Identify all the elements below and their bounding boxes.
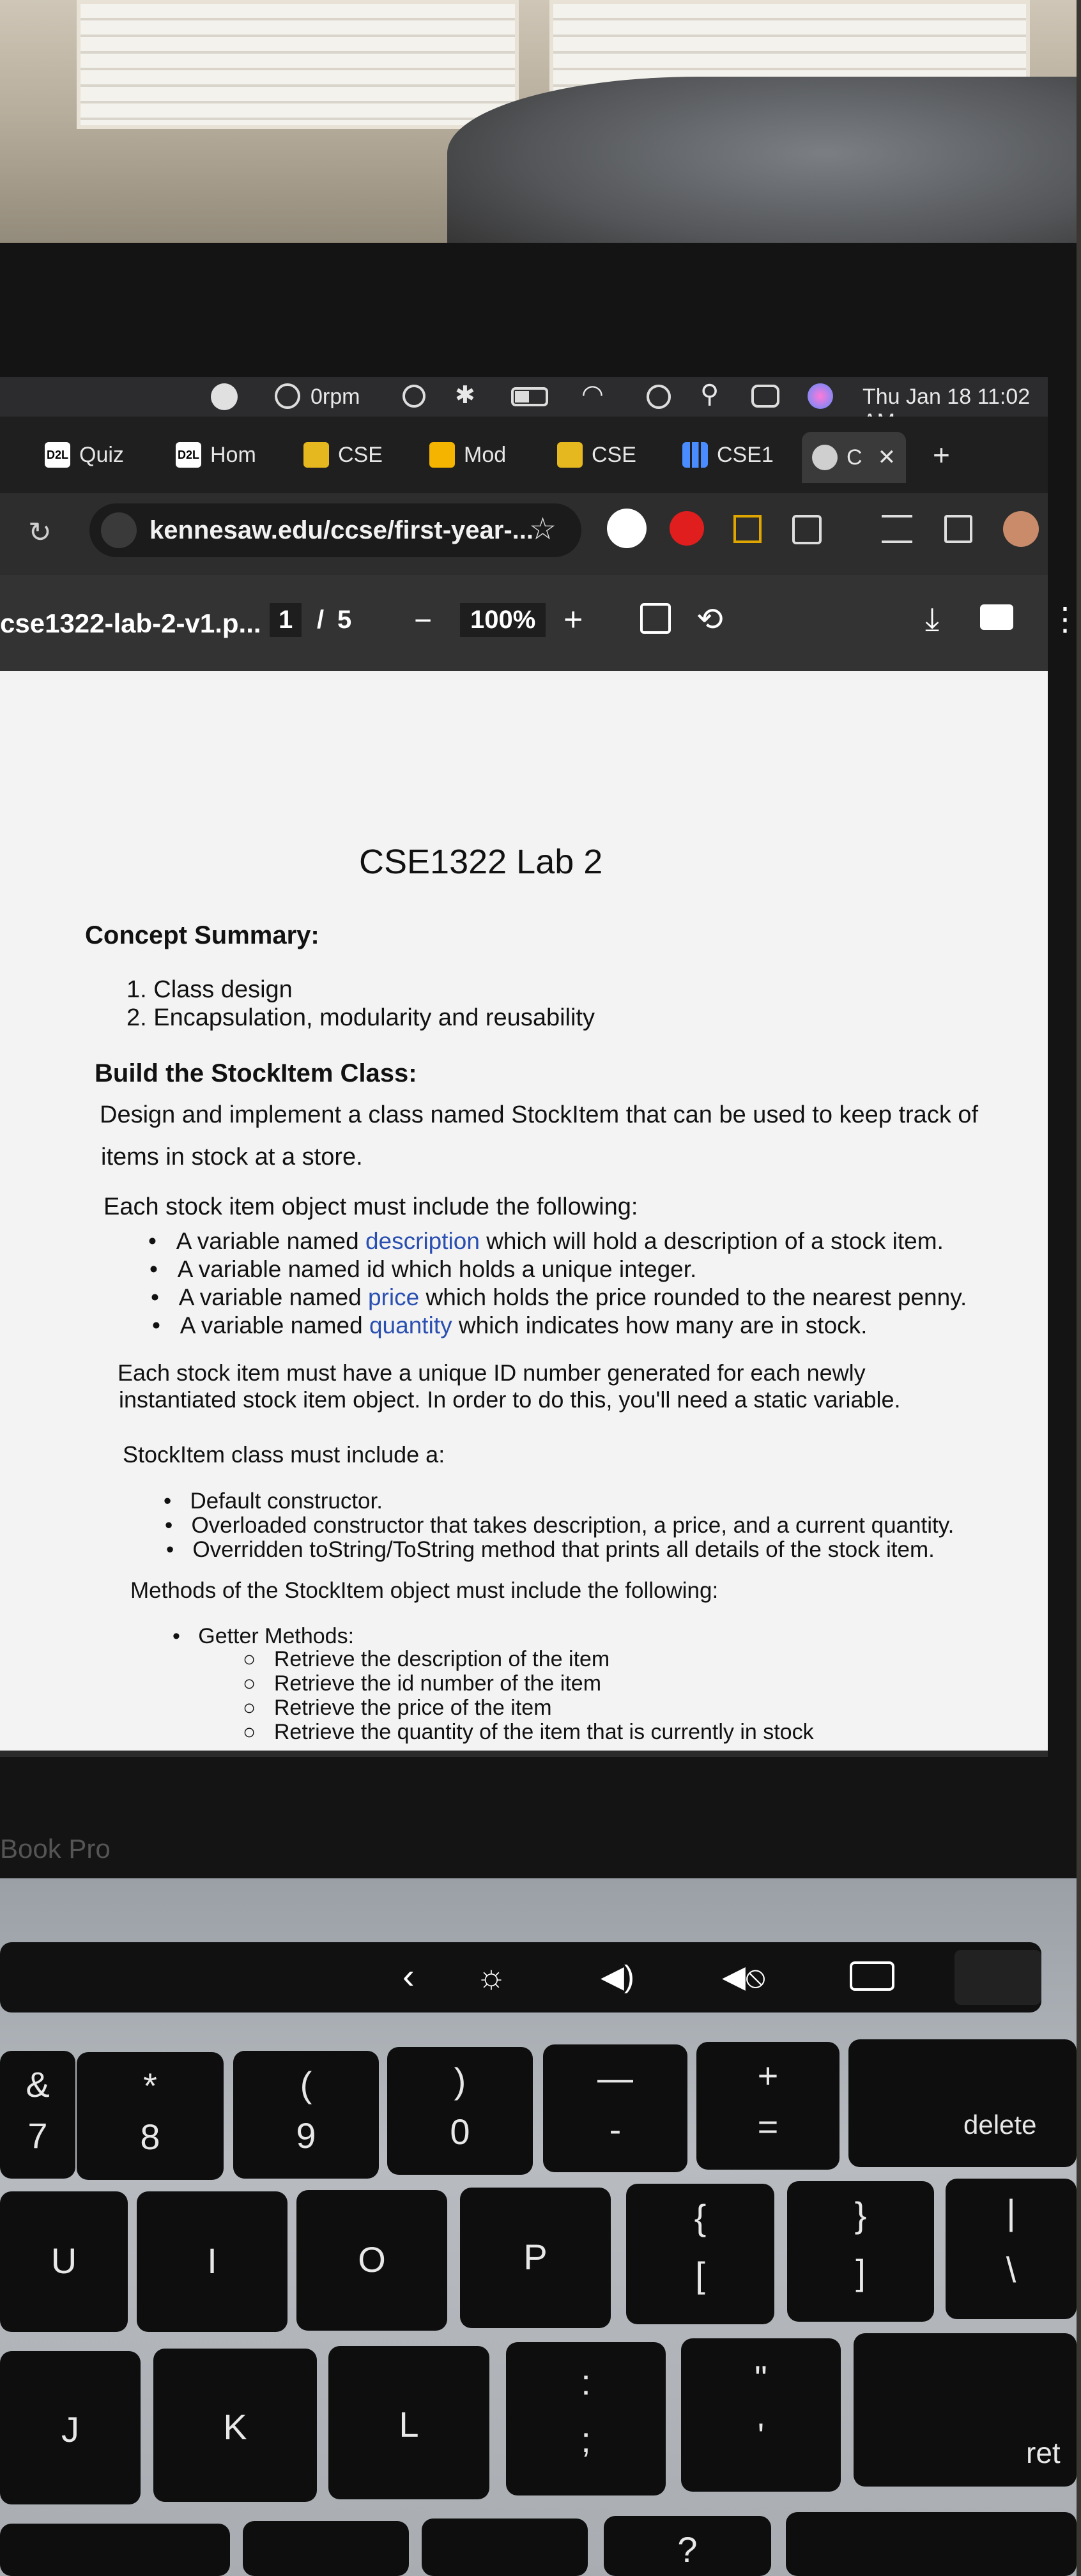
site-settings-icon[interactable] [101,512,137,548]
zoom-level-input[interactable]: 100% [460,603,546,637]
key-i[interactable]: I [137,2191,288,2332]
bar-chart-icon [682,442,708,468]
key-8[interactable]: * 8 [77,2052,224,2180]
tab-label: CSE [338,442,383,467]
getter-methods-heading: • Getter Methods: [172,1624,355,1648]
class-item: • Overridden toString/ToString method that prints all details of the stock item. [166,1537,935,1562]
new-tab-button[interactable]: + [933,438,950,471]
bookmark-star-icon[interactable]: ☆ [529,512,557,546]
key-k[interactable]: K [153,2349,317,2502]
pdf-page [0,671,1048,1751]
getter-item: ○ Retrieve the description of the item [243,1647,610,1671]
tab-label: Quiz [79,442,124,467]
print-icon[interactable] [980,604,1013,630]
touch-bar [0,1942,1041,2012]
key-l[interactable]: L [328,2346,489,2499]
touchbar-collapse-icon[interactable]: ‹ [402,1956,415,1996]
tab-label: Hom [210,442,256,467]
d2l-icon: D2L [176,442,201,468]
tab-label: CSE1 [717,442,774,467]
url-omnibox[interactable] [89,503,581,557]
extensions-puzzle-icon[interactable] [792,515,822,544]
key-u[interactable]: U [0,2191,128,2332]
pdf-toolbar [0,575,1081,671]
fan-icon[interactable] [275,383,300,409]
key-slash[interactable]: ? [604,2516,771,2576]
side-panel-icon[interactable] [944,515,972,543]
key-7[interactable]: & 7 [0,2051,75,2179]
key-9[interactable]: ( 9 [233,2051,379,2179]
tab-cse1-analytics[interactable] [682,434,774,475]
each-item-heading: Each stock item object must include the following: [103,1193,638,1220]
slides-icon [429,442,455,468]
close-icon[interactable]: ✕ [877,445,896,470]
battery-icon[interactable] [511,387,548,406]
wifi-icon[interactable]: ◠ [581,380,604,408]
key-delete[interactable]: delete [848,2039,1077,2167]
control-center-icon[interactable] [751,385,779,408]
class-item: • Default constructor. [164,1489,383,1514]
concept-item-1: 1. Class design [126,976,293,1003]
window-blind-left [77,0,519,129]
unique-id-line-2: instantiated stock item object. In order to do this, you'll need a static variable. [119,1386,901,1413]
reading-list-icon[interactable] [882,515,912,543]
chrome-circle-icon[interactable] [211,383,238,410]
key-j[interactable]: J [0,2351,141,2504]
tab-quiz[interactable] [45,434,124,475]
variable-item: • A variable named quantity which indicates how many are in stock. [152,1312,868,1338]
extension-icon-2[interactable] [670,511,704,546]
zoom-out-button[interactable]: − [414,604,433,638]
build-class-heading: Build the StockItem Class: [95,1059,417,1087]
more-menu-icon[interactable]: ⋮ [1049,601,1081,637]
methods-heading: Methods of the StockItem object must include the following: [130,1578,719,1603]
play-icon[interactable] [402,385,425,408]
tab-modules[interactable] [429,434,506,475]
key-semicolon[interactable]: : ; [506,2342,666,2496]
variable-item: • A variable named description which will hold a description of a stock item. [148,1228,944,1254]
key-minus[interactable]: — - [543,2044,687,2172]
zoom-in-button[interactable]: + [564,601,583,638]
getter-item: ○ Retrieve the price of the item [243,1696,552,1720]
extension-icon-3[interactable] [733,515,762,543]
unique-id-line-1: Each stock item must have a unique ID number generated for each newly [118,1360,866,1386]
tab-home[interactable] [176,434,256,475]
document-title: CSE1322 Lab 2 [359,843,603,881]
globe-icon [812,445,838,470]
fan-rpm-readout: 0rpm [310,385,360,409]
page-separator: / [317,606,325,634]
page-number-input[interactable]: 1 [270,603,302,637]
screen-lock-icon[interactable] [850,1961,894,1991]
variable-item: • A variable named id which holds a unique integer. [150,1256,697,1282]
mac-menu-bar [0,377,1048,417]
rotate-icon[interactable]: ⟲ [696,601,723,637]
avatar[interactable] [1003,511,1039,547]
url-text[interactable]: kennesaw.edu/ccse/first-year-... [150,516,534,544]
mute-icon[interactable]: ◀⦸ [722,1960,766,1994]
tab-cse-1[interactable] [303,434,383,475]
concept-item-2: 2. Encapsulation, modularity and reusability [126,1004,595,1031]
key-backslash[interactable]: | \ [946,2179,1077,2319]
tab-cse-2[interactable] [557,434,636,475]
class-must-include-heading: StockItem class must include a: [123,1441,445,1468]
download-icon[interactable]: ⤓ [925,601,940,637]
variable-item: • A variable named price which holds the price rounded to the nearest penny. [151,1284,967,1310]
touch-id-button[interactable] [954,1950,1041,2005]
page-total: 5 [337,606,352,634]
key-p[interactable]: P [460,2188,611,2328]
key-0[interactable]: ) 0 [387,2047,533,2175]
laptop-model-label: Book Pro [0,1834,111,1864]
tab-label: Mod [464,442,507,467]
key-right-shift[interactable] [786,2512,1077,2576]
key-left-bracket[interactable]: { [ [626,2184,774,2324]
intro-text-line-2: items in stock at a store. [101,1144,363,1170]
key-equals[interactable]: + = [696,2042,839,2170]
concept-summary-heading: Concept Summary: [85,921,319,949]
d2l-icon: D2L [45,442,70,468]
tab-label: CSE [592,442,636,467]
intro-text-line-1: Design and implement a class named StockItem that can be used to keep track of [100,1101,979,1128]
brightness-icon[interactable]: ☼ [476,1958,507,1995]
key-period[interactable] [422,2518,588,2576]
ksu-logo-icon [303,442,329,468]
user-icon[interactable] [647,385,671,409]
key-return[interactable]: ret [854,2333,1077,2487]
key-quote[interactable]: " ' [681,2338,841,2492]
siri-icon[interactable] [808,383,833,409]
fit-page-icon[interactable] [640,603,671,634]
key-comma[interactable] [243,2521,409,2576]
search-icon[interactable]: ⚲ [700,380,719,408]
bluetooth-icon[interactable]: ✱ [455,382,475,409]
menu-clock: Thu Jan 18 11:02 [862,385,1031,409]
getter-item: ○ Retrieve the id number of the item [243,1671,602,1696]
tab-active[interactable] [802,432,906,483]
extension-icon-1[interactable] [607,509,647,548]
browser-tab-bar [0,417,1048,493]
class-item: • Overloaded constructor that takes description, a price, and a current quantity. [165,1513,954,1538]
ksu-logo-icon [557,442,583,468]
volume-icon[interactable]: ◀) [601,1960,634,1994]
key-row4-left[interactable] [0,2524,230,2576]
tab-label: C [847,445,862,470]
getter-item: ○ Retrieve the quantity of the item that is currently in stock [243,1720,814,1744]
key-right-bracket[interactable]: } ] [787,2181,934,2322]
reload-icon[interactable]: ↻ [28,517,52,548]
fabric-background [447,77,1077,268]
pdf-filename: cse1322-lab-2-v1.p... [0,608,261,638]
key-o[interactable]: O [296,2190,447,2331]
